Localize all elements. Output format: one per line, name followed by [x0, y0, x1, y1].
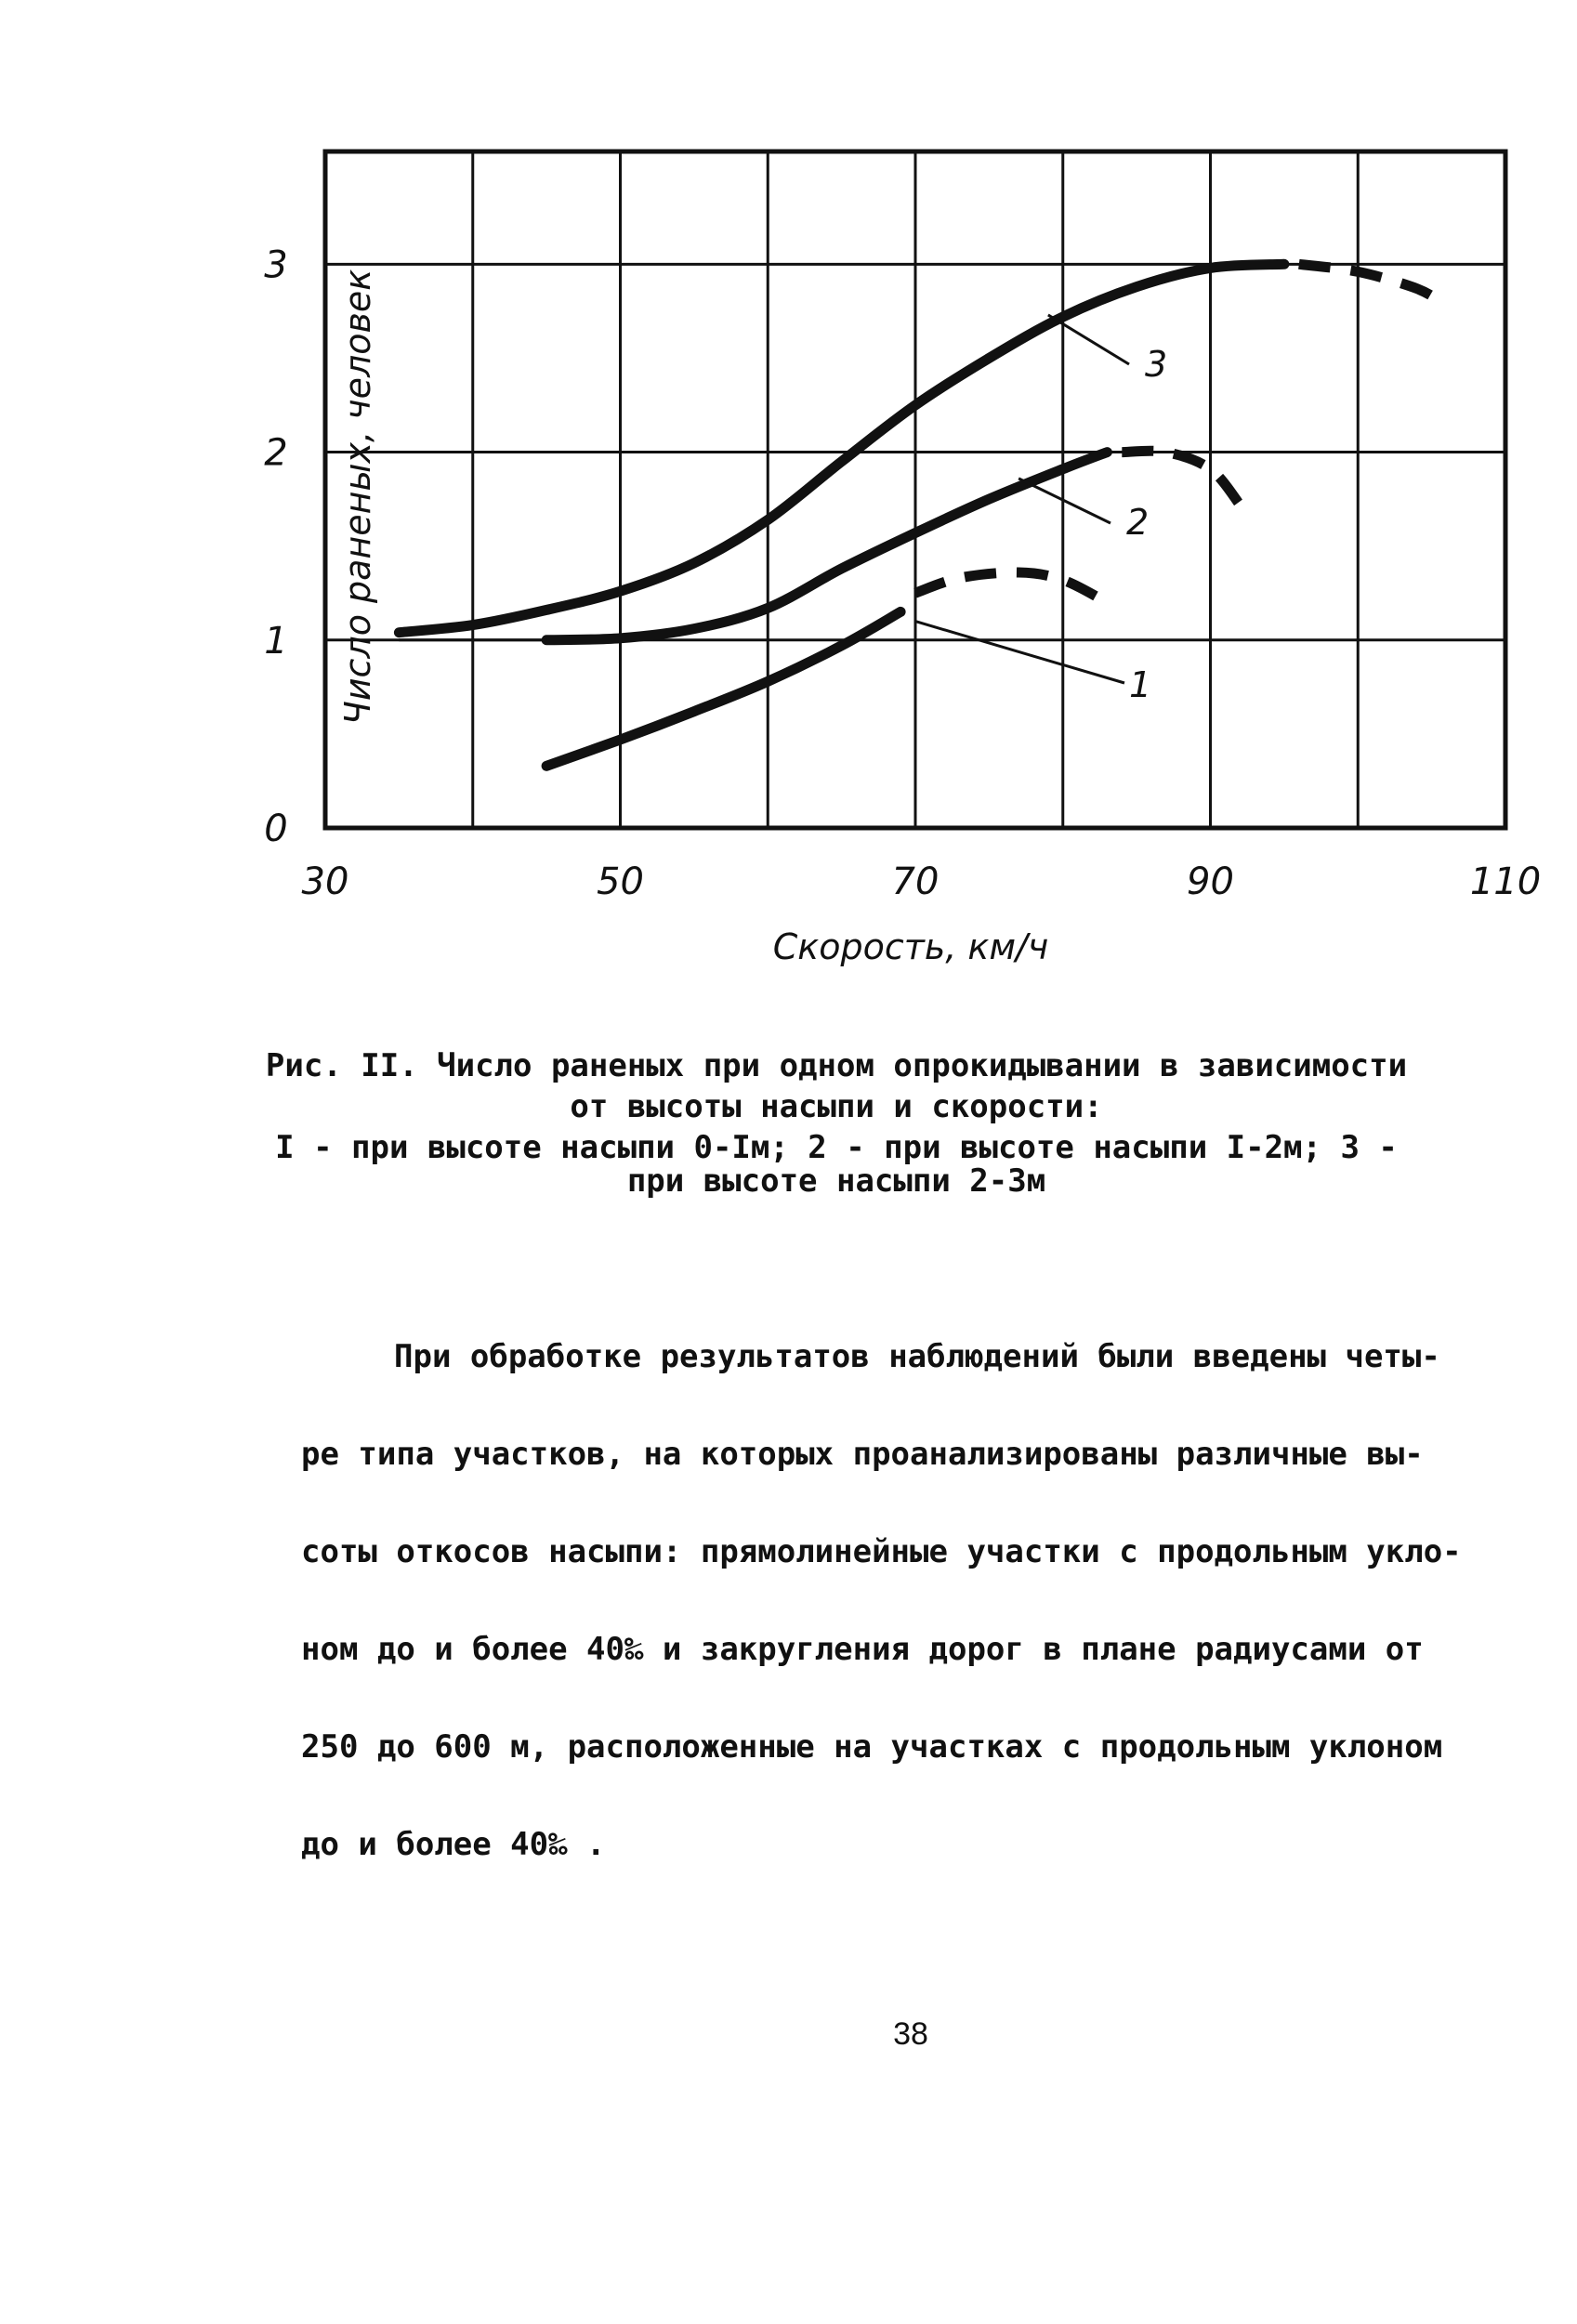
y-axis-title: Число раненых, человек [337, 269, 378, 726]
paragraph-line: до и более 40‰ . [301, 1826, 606, 1863]
y-tick-label: 3 [264, 243, 288, 287]
leader-line-1 [915, 622, 1124, 683]
y-tick-label: 0 [264, 807, 288, 850]
page-number: 38 [893, 2016, 928, 2052]
leader-line-2 [1018, 479, 1110, 523]
paragraph-line: соты откосов насыпи: прямолинейные участки с продольным укло- [301, 1533, 1462, 1570]
curve-label-3: 3 [1145, 344, 1168, 385]
paragraph-line: При обработке результатов наблюдений были введены четы- [394, 1338, 1440, 1375]
y-tick-label: 2 [264, 431, 288, 475]
y-tick-label: 1 [264, 619, 288, 663]
paragraph-line: ном до и более 40‰ и закругления дорог в плане радиусами от [301, 1631, 1424, 1668]
caption-line-1: Рис. II. Число раненых при одном опрокидывании в зависимости [265, 1047, 1408, 1084]
chart [0, 0, 1577, 1022]
x-tick-label: 110 [1469, 860, 1542, 903]
x-tick-label: 30 [301, 860, 349, 903]
x-tick-label: 70 [891, 860, 940, 903]
x-axis-title: Скорость, км/ч [772, 926, 1049, 967]
x-tick-label: 50 [597, 860, 644, 903]
series-2-dashed-line [1122, 451, 1240, 505]
tick-labels [264, 243, 1541, 903]
x-tick-label: 90 [1187, 860, 1234, 903]
caption-line-3: I - при высоте насыпи 0-Iм; 2 - при высоте насыпи I-2м; 3 - [275, 1129, 1398, 1166]
caption-line-2: от высоты насыпи и скорости: [570, 1088, 1103, 1125]
curve-label-2: 2 [1126, 502, 1150, 543]
curve-label-1: 1 [1129, 664, 1152, 705]
grid [325, 151, 1505, 828]
series-group [399, 264, 1446, 766]
figure-caption [232, 1045, 1440, 1198]
paragraph-line: 250 до 600 м, расположенные на участках с продольным уклоном [301, 1728, 1443, 1766]
series-3-dashed-line [1299, 264, 1447, 306]
leader-line-3 [1048, 315, 1129, 364]
series-1-dashed-line [915, 572, 1107, 602]
caption-line-4: при высоте насыпи 2-3м [626, 1162, 1046, 1200]
paragraph-line: ре типа участков, на которых проанализированы различные вы- [301, 1436, 1424, 1473]
